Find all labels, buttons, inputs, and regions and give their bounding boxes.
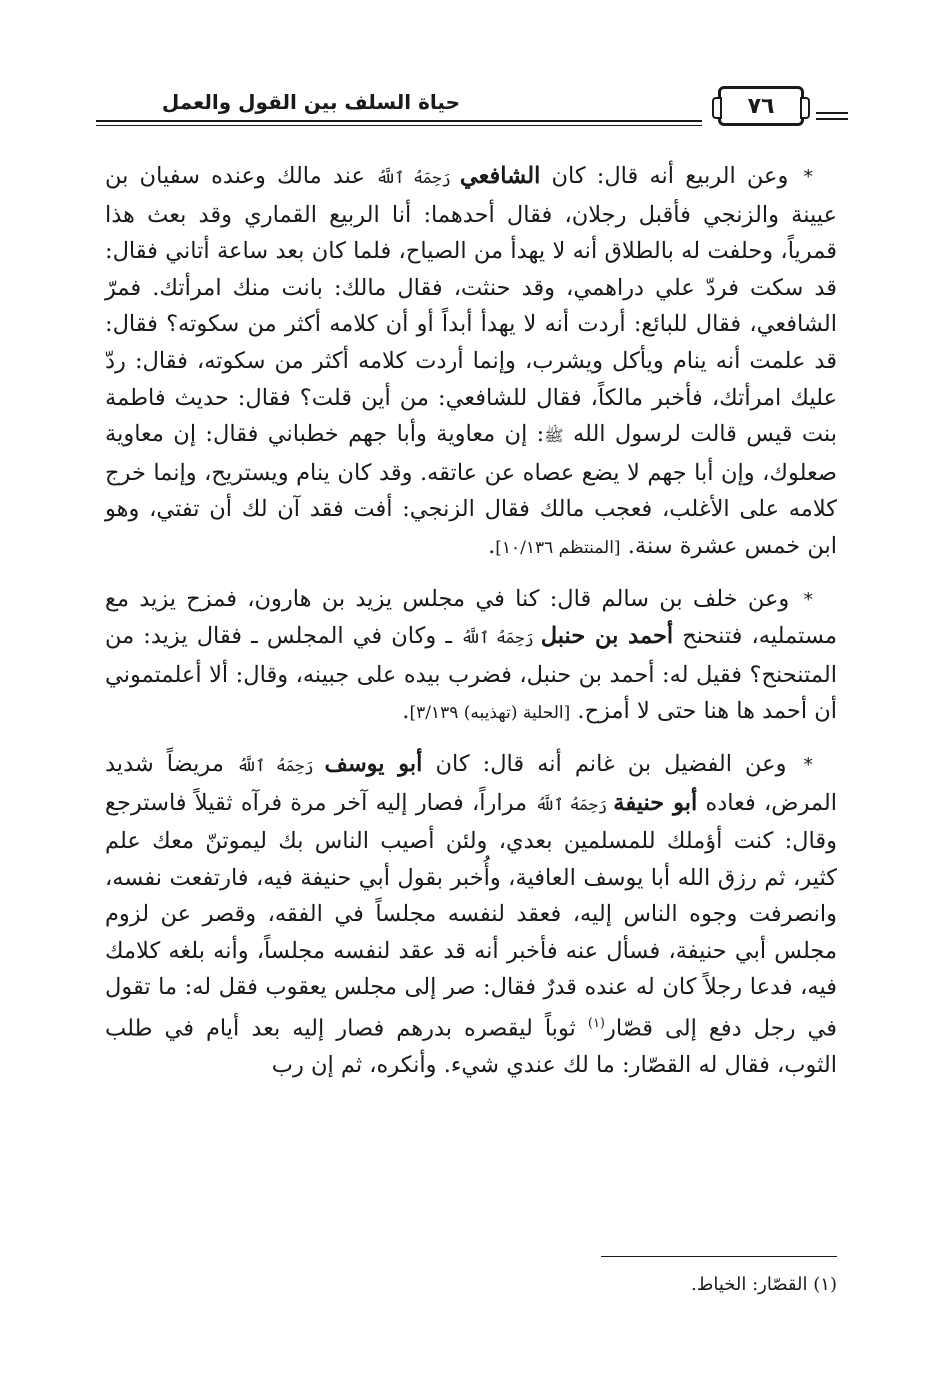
honorific: رَحِمَهُ ٱللَّهُ	[535, 794, 614, 814]
paragraph	[105, 746, 837, 1084]
header-right-rule-lower	[816, 118, 848, 120]
header-rule	[96, 120, 702, 122]
text-run: مراراً، فصار إليه آخر مرة فرآه ثقيلاً فاسترجع وقال: كنت أؤملك للمسلمين بعدي، ولئن أصيب الناس بك ليموتنّ معك علم كثير، ثم رزق الله أبا يوسف العافية، وأُخبر بقول أبي حنيفة فيه، فارتفعت نفسه، وانصرفت وجوه الناس إليه، فعقد لنفسه مجلساً في الفقه، وقصر عن لزوم مجلس أبي حنيفة، فسأل عنه فأخبر أنه قد عقد لنفسه مجلساً، وأنه بلغه كلامك فيه، فدعا رجلاً كان له عنده قدرٌ فقال: صر إلى مجلس يعقوب فقل له: ما تقول في رجل دفع إلى قصّار	[105, 789, 838, 1042]
text-run: وعن الفضيل بن غانم أنه قال: كان	[422, 750, 800, 777]
text-run: .	[488, 532, 496, 559]
running-header	[96, 84, 848, 136]
footnote-number: (١)	[813, 1274, 837, 1295]
paragraph	[105, 581, 837, 732]
paragraph-star-marker: *	[803, 588, 813, 611]
page-number-frame	[718, 86, 804, 126]
text-run: وعن الربيع أنه قال: كان	[540, 163, 800, 189]
source-citation: [المنتظم ١٠/١٣٦]	[495, 537, 621, 558]
bold-name: الشافعي	[459, 163, 541, 189]
footnote-separator	[601, 1256, 837, 1257]
honorific: ﷺ	[544, 426, 564, 446]
text-run: : إن معاوية وأبا جهم خطباني فقال: إن معاوية صعلوك، وإن أبا جهم لا يضع عصاه عن عاتقه. وقد كان ينام ويستريح، وإنما خرج كلامه على الأغلب، فعجب مالك فقال الزنجي: أفت فقد آن لك أن تفتي، وهو ابن خمس عشرة سنة.	[105, 421, 837, 559]
source-citation: [الحلية (تهذيبه) ٣/١٣٩]	[409, 703, 571, 724]
text-run: ثوباً ليقصره بدرهم فصار إليه بعد أيام في طلب الثوب، فقال له القصّار: ما لك عندي شيء. وأنكره، ثم إن رب	[105, 1015, 837, 1079]
footnote	[691, 1274, 837, 1295]
text-run: ـ وكان في المجلس ـ فقال يزيد: من المتنحنح؟ فقيل له: أحمد بن حنبل، فضرب بيده على جبينه، وقال: ألا أعلمتموني أن أحمد ها هنا حتى لا أمزح.	[105, 623, 837, 725]
text-run: عند مالك وعنده سفيان بن عيينة والزنجي فأقبل رجلان، فقال أحدهما: أنا الربيع القماري وقد بعث هذا قمرياً، وحلفت له بالطلاق أنه لا يهدأ من الصياح، فلما كان بعد ساعة أتاني فقال: قد سكت فردّ علي دراهمي، وقد حنثت، فقال مالك: بانت منك امرأتك. فمرّ الشافعي، فقال للبائع: أردت أنه لا يهدأ أبداً أو أن كلامه أكثر من سكوته؟ فقال: قد علمت أنه ينام ويأكل ويشرب، وإنما أردت كلامه أكثر من سكوته، فقال: ردّ عليك امرأتك، فأخبر مالكاً، فقال للشافعي: من أين قلت؟ فقال: حديث فاطمة بنت قيس قالت لرسول الله	[105, 163, 837, 448]
bold-name: أحمد بن حنبل	[540, 623, 674, 650]
footnote-text: القصّار: الخياط.	[690, 1274, 808, 1295]
honorific: رَحِمَهُ ٱللَّهُ	[236, 755, 325, 775]
paragraph-star-marker: *	[803, 753, 814, 776]
bold-name: أبو يوسف	[324, 750, 423, 777]
running-header-title: حياة السلف بين القول والعمل	[161, 90, 460, 114]
text-run: مريضاً شديد المرض، فعاده	[105, 750, 837, 816]
main-text	[105, 158, 837, 1084]
paragraph	[105, 158, 837, 567]
footnote-ref: (١)	[587, 1016, 605, 1032]
header-right-rule	[816, 112, 848, 114]
bold-name: أبو حنيفة	[613, 789, 698, 816]
honorific: رَحِمَهُ ٱللَّهُ	[461, 628, 541, 648]
text-run: .	[402, 698, 410, 725]
text-run: وعن خلف بن سالم قال: كنا في مجلس يزيد بن هارون، فمزح يزيد مع مستمليه، فتنحنح	[105, 585, 837, 650]
page-number: ٧٦	[747, 93, 775, 119]
honorific: رَحِمَهُ ٱللَّهُ	[376, 168, 460, 187]
header-rule-thin	[96, 125, 702, 126]
paragraph-star-marker: *	[803, 166, 814, 188]
